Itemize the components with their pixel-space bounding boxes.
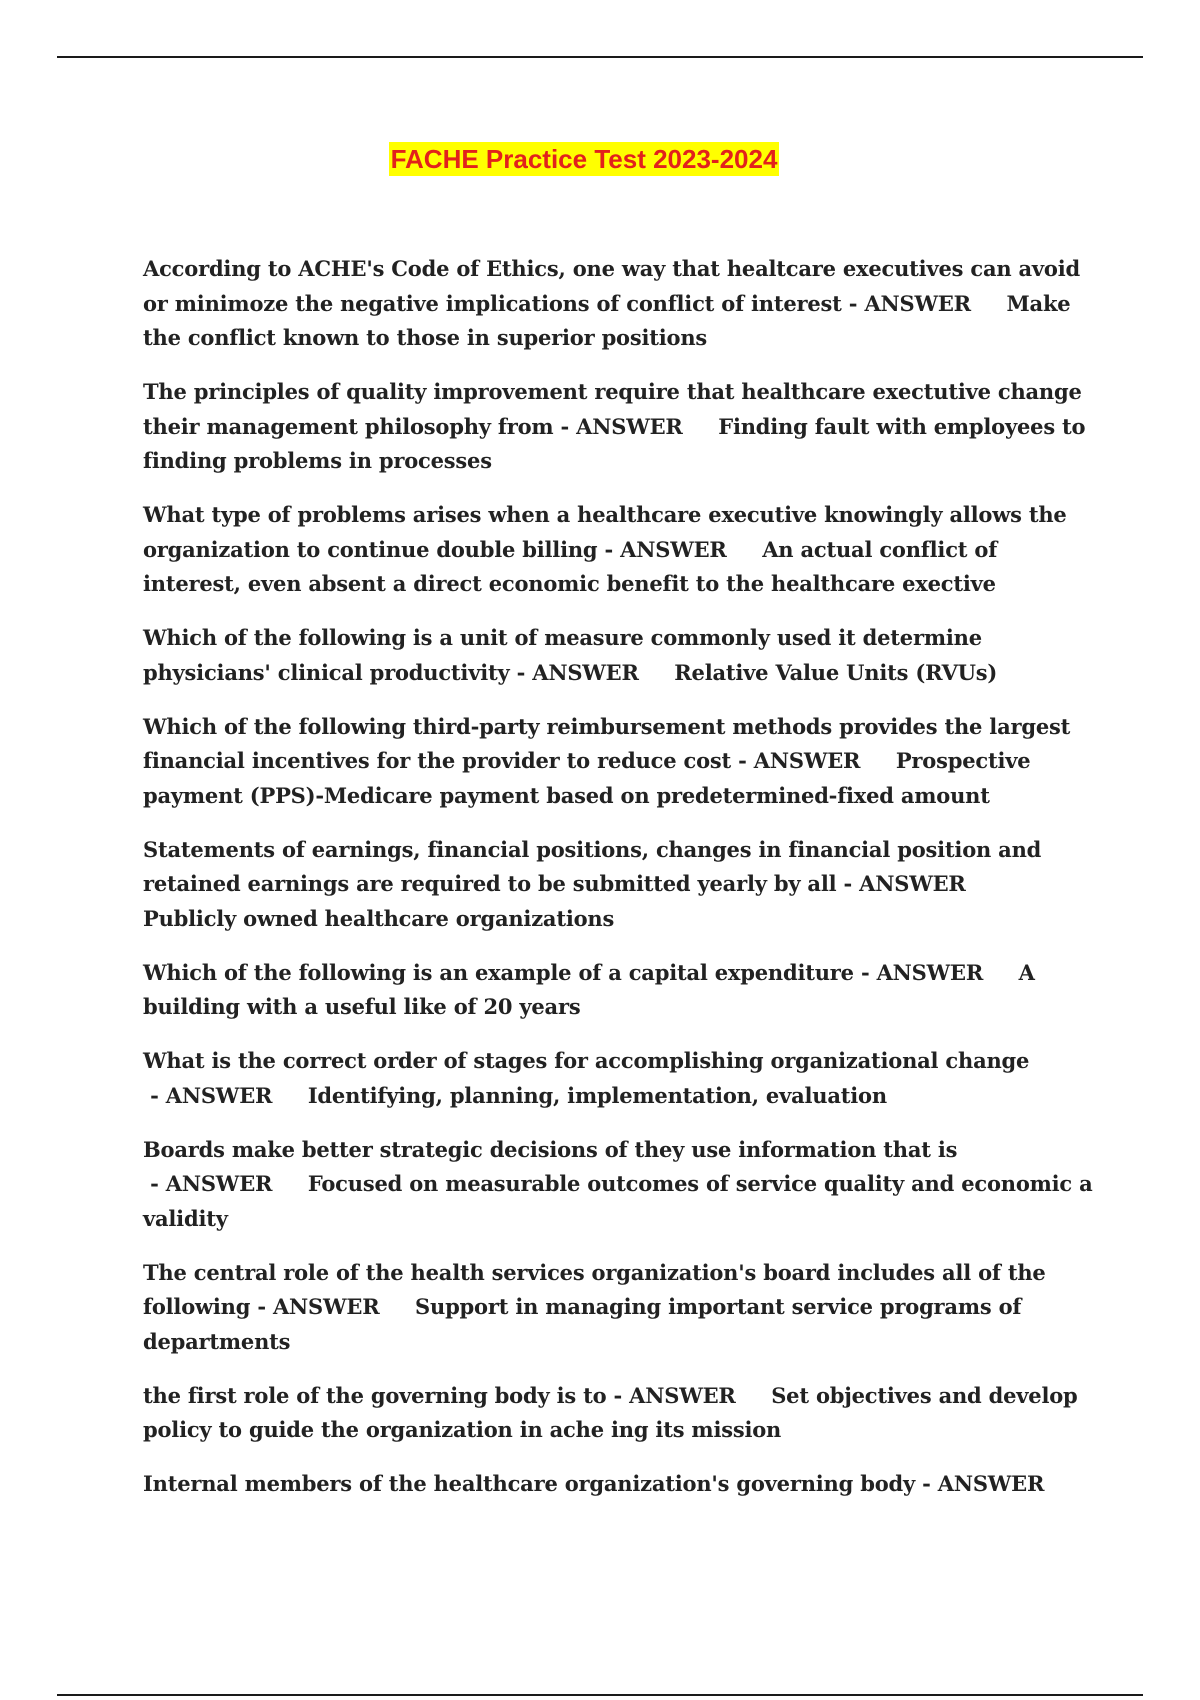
- answer-marker: ANSWER: [272, 1294, 380, 1319]
- answer-text: Relative Value Units (RVUs): [674, 659, 998, 685]
- separator: -: [853, 959, 877, 985]
- separator: -: [509, 659, 533, 685]
- qa-item: [143, 1044, 1093, 1113]
- answer-marker: ANSWER: [165, 1082, 273, 1108]
- answer-marker: ANSWER: [620, 536, 727, 562]
- title-wrapper: [0, 142, 1200, 176]
- separator: -: [143, 1171, 166, 1196]
- separator: -: [914, 1471, 938, 1496]
- answer-marker: ANSWER: [629, 1382, 736, 1408]
- question-text: Internal members of the healthcare organization's governing body: [143, 1471, 915, 1496]
- answer-text: An actual conflict of interest, even absent a direct economic benefit to the healthcare exective: [143, 536, 998, 596]
- answer-marker: ANSWER: [532, 659, 639, 685]
- top-rule: [57, 56, 1143, 58]
- qa-item: [143, 621, 1093, 690]
- separator: -: [553, 413, 577, 439]
- answer-marker: ANSWER: [753, 748, 861, 773]
- separator: -: [836, 871, 860, 896]
- question-text: What is the correct order of stages for accomplishing organizational change: [143, 1048, 1030, 1073]
- bottom-rule: [57, 1694, 1143, 1696]
- qa-item: [143, 375, 1093, 479]
- question-text: The central role of the health services organization's board includes all of the following: [143, 1259, 1046, 1319]
- qa-item: [143, 710, 1093, 814]
- qa-item: [143, 833, 1093, 937]
- question-text: The principles of quality improvement require that healthcare exectutive change their management philosophy from: [143, 379, 1082, 439]
- separator: -: [597, 536, 621, 562]
- answer-text: Prospective payment (PPS)-Medicare payment based on predetermined-fixed amount: [143, 748, 1031, 808]
- qa-item: [143, 252, 1093, 356]
- separator: -: [250, 1294, 273, 1319]
- qa-item: [143, 1379, 1093, 1448]
- answer-marker: ANSWER: [876, 959, 984, 985]
- question-text: Which of the following third-party reimbursement methods provides the largest financial incentives for the provider to reduce cost: [143, 713, 1071, 773]
- answer-text: Finding fault with employees to finding problems in processes: [143, 413, 1086, 473]
- question-text: Statements of earnings, financial positions, changes in financial position and retained earnings are required to be submitted yearly by all: [143, 836, 1042, 896]
- qa-item: [143, 1256, 1093, 1360]
- qa-item: [143, 498, 1093, 602]
- answer-text: A building with a useful like of 20 years: [143, 959, 1035, 1019]
- answer-text: Focused on measurable outcomes of service quality and economic a validity: [143, 1171, 1093, 1231]
- separator: -: [606, 1382, 630, 1408]
- answer-text: Identifying, planning, implementation, evaluation: [307, 1082, 887, 1108]
- document-title: FACHE Practice Test 2023-2024: [390, 144, 778, 174]
- question-text: According to ACHE's Code of Ethics, one way that healtcare executives can avoid or minimoze the negative implications of conflict of interest: [143, 256, 1081, 316]
- answer-text: Support in managing important service programs of departments: [143, 1294, 1022, 1354]
- answer-marker: ANSWER: [859, 871, 966, 896]
- question-text: Which of the following is a unit of measure commonly used it determine physicians' clinical productivity: [143, 625, 982, 685]
- separator: -: [841, 290, 865, 316]
- answer-marker: ANSWER: [864, 290, 971, 316]
- separator: -: [731, 748, 754, 773]
- question-text: What type of problems arises when a healthcare executive knowingly allows the organization to continue double billing: [143, 502, 1067, 562]
- answer-marker: ANSWER: [165, 1171, 273, 1196]
- qa-list: [143, 252, 1093, 1521]
- qa-item: [143, 1133, 1093, 1237]
- qa-item: [143, 956, 1093, 1025]
- question-text: the first role of the governing body is to: [143, 1382, 607, 1408]
- answer-marker: ANSWER: [576, 413, 683, 439]
- answer-text: Publicly owned healthcare organizations: [143, 905, 615, 931]
- answer-text: Make the conflict known to those in superior positions: [143, 290, 1071, 350]
- qa-item: [143, 1467, 1093, 1502]
- answer-text: Set objectives and develop policy to guide the organization in ache ing its mission: [143, 1382, 1078, 1442]
- answer-marker: ANSWER: [937, 1471, 1045, 1496]
- question-text: Which of the following is an example of a capital expenditure: [143, 959, 854, 985]
- question-text: Boards make better strategic decisions of they use information that is: [143, 1136, 958, 1162]
- separator: -: [143, 1082, 166, 1108]
